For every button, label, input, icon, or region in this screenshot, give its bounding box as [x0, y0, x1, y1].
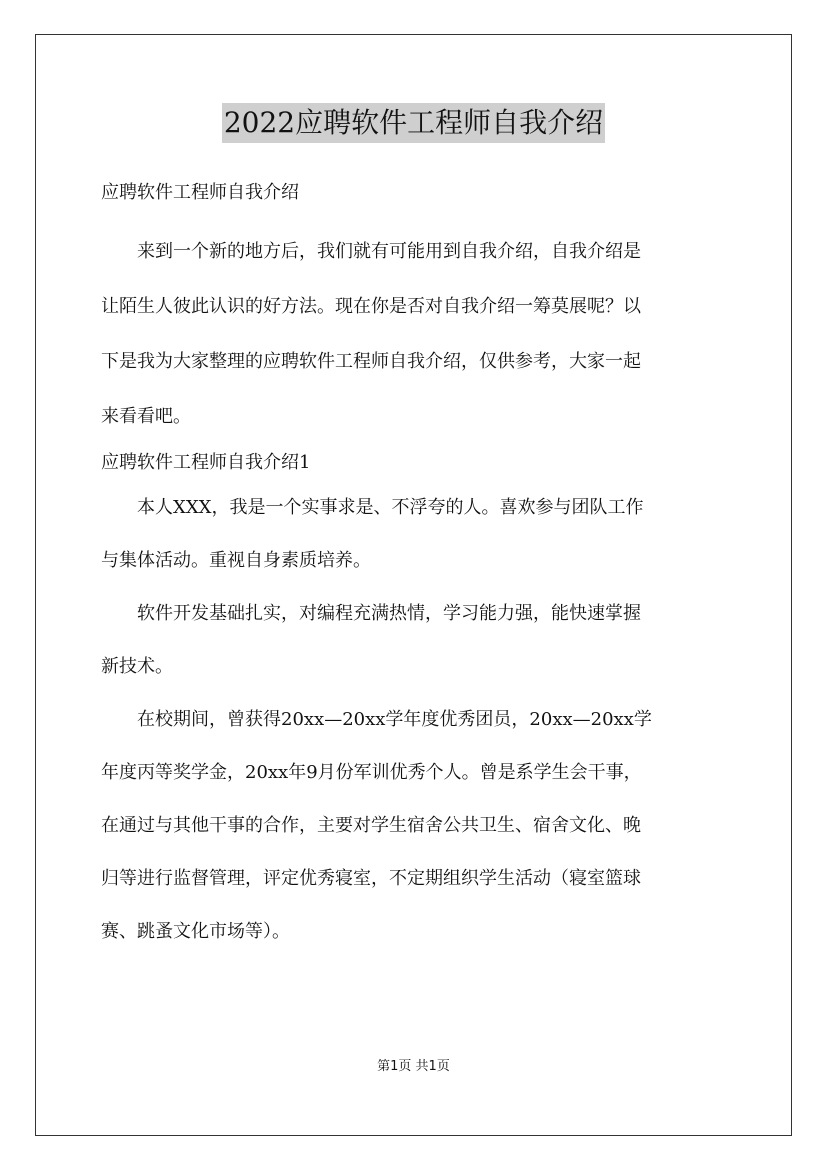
- page-number: 第1页 共1页: [377, 1059, 450, 1074]
- paragraph-line: 软件开发基础扎实，对编程充满热情，学习能力强，能快速掌握: [137, 603, 641, 624]
- intro-paragraph: [101, 224, 731, 444]
- paragraph-line: 在校期间，曾获得20xx—20xx学年度优秀团员，20xx—20xx学: [137, 709, 652, 730]
- paragraph-line: 年度丙等奖学金，20xx年9月份军训优秀个人。曾是系学生会干事，: [101, 762, 642, 783]
- paragraph: [101, 587, 731, 693]
- paragraph-line: 本人XXX，我是一个实事求是、不浮夸的人。喜欢参与团队工作: [137, 497, 644, 518]
- intro-line: 来到一个新的地方后，我们就有可能用到自我介绍，自我介绍是: [137, 241, 641, 262]
- document-body: [101, 174, 731, 958]
- paragraph-line: 与集体活动。重视自身素质培养。: [101, 550, 371, 571]
- paragraph: [101, 481, 731, 587]
- page-footer: [0, 1055, 827, 1074]
- intro-line: 来看看吧。: [101, 406, 191, 427]
- section-heading: 应聘软件工程师自我介绍1: [101, 452, 311, 473]
- document-title: 2022应聘软件工程师自我介绍: [222, 103, 605, 143]
- intro-line: 下是我为大家整理的应聘软件工程师自我介绍，仅供参考，大家一起: [101, 351, 641, 372]
- paragraph-line: 归等进行监督管理，评定优秀寝室，不定期组织学生活动（寝室篮球: [101, 868, 641, 889]
- subtitle: 应聘软件工程师自我介绍: [101, 182, 299, 203]
- paragraph: [101, 693, 731, 958]
- paragraph-line: 新技术。: [101, 656, 173, 677]
- title-container: [0, 103, 827, 143]
- paragraph-line: 赛、跳蚤文化市场等）。: [101, 921, 290, 942]
- section-body: [101, 481, 731, 958]
- intro-line: 让陌生人彼此认识的好方法。现在你是否对自我介绍一筹莫展呢？以: [101, 296, 641, 317]
- paragraph-line: 在通过与其他干事的合作，主要对学生宿舍公共卫生、宿舍文化、晚: [101, 815, 641, 836]
